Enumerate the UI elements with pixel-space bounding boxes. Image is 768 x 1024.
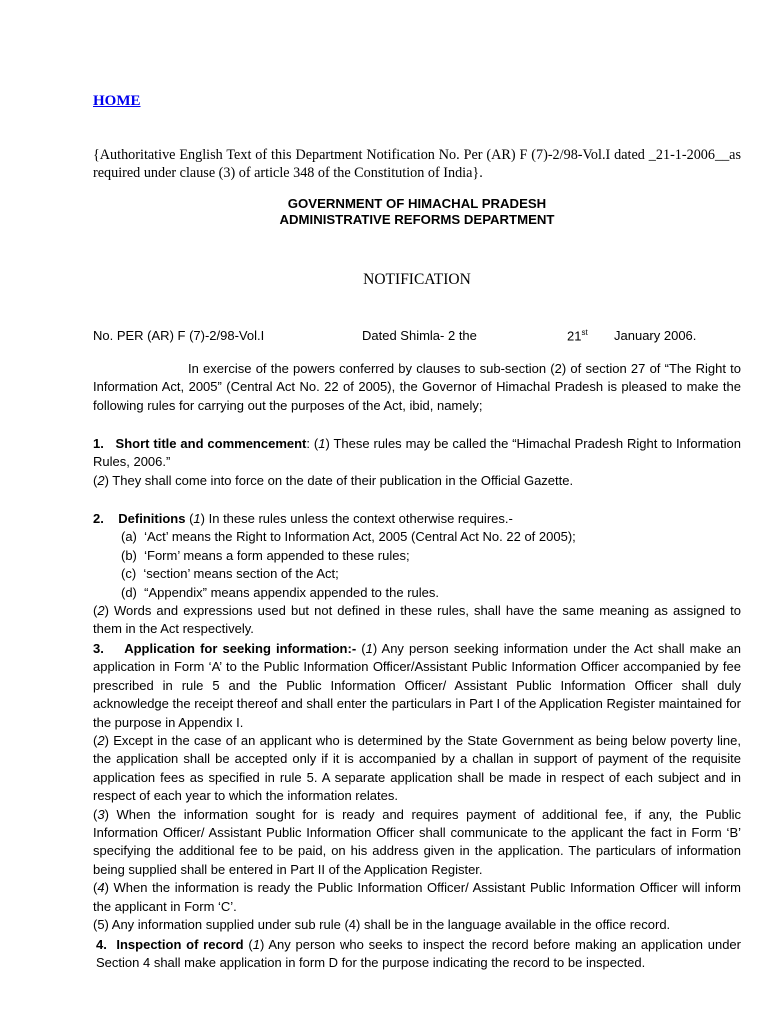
rule-4: [96, 936, 741, 973]
reference-line: [93, 328, 741, 346]
definition-item: (a) ‘Act’ means the Right to Information Act, 2005 (Central Act No. 22 of 2005);: [121, 529, 576, 545]
rule-2-sub-1: 2. Definitions (1) In these rules unless the context otherwise requires.-: [93, 511, 513, 526]
notification-number: No. PER (AR) F (7)-2/98-Vol.I: [93, 328, 265, 343]
rule-2-sub-2: (2) Words and expressions used but not defined in these rules, shall have the same meaning as assigned to them in the Act respectively.: [93, 603, 741, 637]
rule-1: [93, 435, 741, 490]
rule-3-sub-2: (2) Except in the case of an applicant who is determined by the State Government as being below poverty line, the application shall be accepted only if it is accompanied by a challan in support of payment of the requisite application fees as specified in rule 5. A separate application shall be made in respect of each subject and in respect of each year to which the information relates.: [93, 733, 741, 804]
rule-3-heading: Application for seeking information:-: [124, 641, 357, 656]
department-heading: ADMINISTRATIVE REFORMS DEPARTMENT: [279, 212, 555, 227]
home-link[interactable]: HOME: [93, 93, 141, 109]
rule-1-sub-2: (2) They shall come into force on the date of their publication in the Official Gazette.: [93, 472, 574, 488]
definition-item: (d) “Appendix” means appendix appended to the rules.: [121, 584, 439, 600]
date-day: 21st: [567, 328, 588, 344]
rule-2: [93, 510, 741, 639]
rule-1-heading: Short title and commencement: [115, 436, 307, 451]
rule-1-sub-1: 1. Short title and commencement: (1) These rules may be called the “Himachal Pradesh Right to Information Rules, 2006.”: [93, 436, 741, 470]
rule-3-sub-4: (4) When the information is ready the Public Information Officer/ Assistant Public Information Officer will inform the applicant in Form ‘C’.: [93, 880, 741, 914]
notification-title: NOTIFICATION: [363, 271, 471, 288]
rule-3-sub-5: (5) Any information supplied under sub rule (4) shall be in the language available in the office record.: [93, 917, 671, 933]
rule-4-heading: Inspection of record: [116, 937, 244, 952]
date-month-year: January 2006.: [614, 328, 697, 343]
rule-4-sub-1: 4. Inspection of record (1) Any person who seeks to inspect the record before making an application under Section 4 shall make application in form D for the purpose indicating the record to be inspected.: [96, 937, 741, 971]
rule-3-sub-3: (3) When the information sought for is ready and requires payment of additional fee, if any, the Public Information Officer/ Assistant Public Information Officer shall communicate to the applicant the fact in Form ‘B’ specifying the additional fee to be paid, on his address given in the application. The particulars of information being supplied shall be entered in Part II of the Application Register.: [93, 806, 741, 877]
rule-3-sub-1: 3. Application for seeking information:- (1) Any person seeking information under the Act shall make an application in Form ‘A’ to the Public Information Officer/Assistant Public Information Officer accompanied by fee prescribed in rule 5 and the Public Information Officer/ Assistant Public Information Officer shall duly acknowledge the receipt thereof and shall enter the particulars in Part I of the Application Register maintained for the purpose in Appendix I.: [93, 641, 741, 730]
government-heading: GOVERNMENT OF HIMACHAL PRADESH: [287, 196, 547, 211]
preamble-paragraph: In exercise of the powers conferred by clauses to sub-section (2) of section 27 of “The Right to Information Act, 2005” (Central Act No. 22 of 2005), the Governor of Himachal Pradesh is pleased to make the following rules for carrying out the purposes of the Act, ibid, namely;: [93, 361, 741, 413]
rule-2-heading: Definitions: [118, 511, 186, 526]
definition-item: (b) ‘Form’ means a form appended to these rules;: [121, 547, 410, 563]
rule-3: [93, 640, 741, 935]
definition-item: (c) ‘section’ means section of the Act;: [121, 566, 339, 582]
authoritative-text-note: {Authoritative English Text of this Department Notification No. Per (AR) F (7)-2/98-Vol.I dated _21-1-2006__as required under clause (3) of article 348 of the Constitution of India}.: [93, 147, 741, 181]
dated-prefix: Dated Shimla- 2 the: [362, 328, 477, 343]
